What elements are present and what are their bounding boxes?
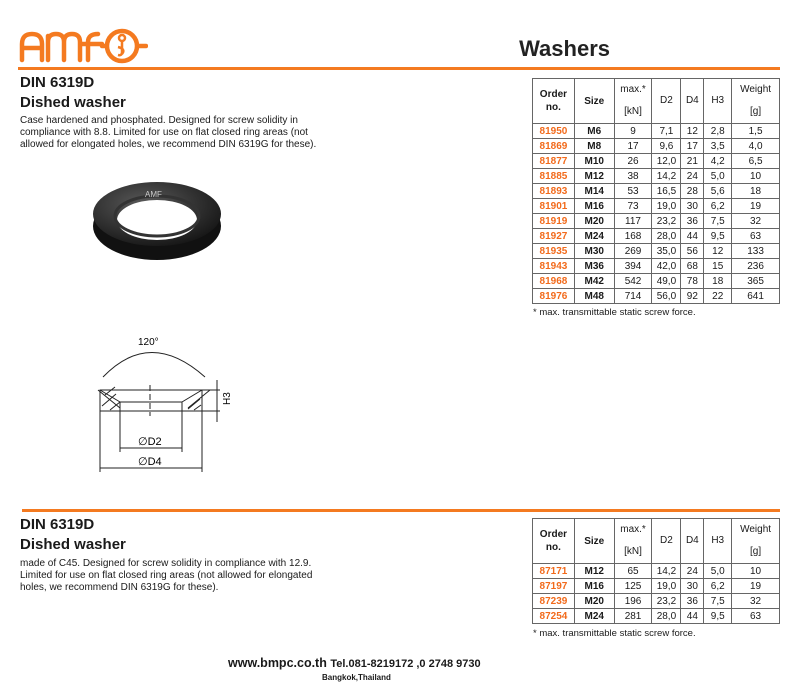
- footer-tel: Tel.081-8219172 ,0 2748 9730: [330, 658, 481, 670]
- section1-footnote: * max. transmittable static screw force.: [533, 307, 696, 318]
- table-header: [533, 519, 780, 564]
- table-row: [533, 259, 780, 274]
- col-size: Size: [574, 79, 614, 124]
- cell: 365: [732, 274, 780, 289]
- cell: 14,2: [652, 564, 681, 579]
- cell: 63: [732, 609, 780, 624]
- order-number: 81927: [533, 229, 575, 244]
- cell: 92: [681, 289, 704, 304]
- cell: M48: [574, 289, 614, 304]
- table-row: [533, 214, 780, 229]
- table-row: [533, 184, 780, 199]
- cell: 28,0: [652, 609, 681, 624]
- footer-city: Bangkok,Thailand: [322, 673, 391, 682]
- cell: 30: [681, 579, 704, 594]
- cell: 12: [681, 124, 704, 139]
- cell: 125: [614, 579, 652, 594]
- cell: 12: [704, 244, 732, 259]
- cell: 19: [732, 579, 780, 594]
- order-number: 81885: [533, 169, 575, 184]
- order-number: 87254: [533, 609, 575, 624]
- table-row: [533, 579, 780, 594]
- page-title: Washers: [519, 36, 610, 61]
- cell: 714: [614, 289, 652, 304]
- order-number: 81968: [533, 274, 575, 289]
- cell: 19,0: [652, 199, 681, 214]
- table-row: [533, 229, 780, 244]
- cell: 394: [614, 259, 652, 274]
- section1-description: Case hardened and phosphated. Designed for screw solidity in compliance with 8.8. Limited for use on flat closed ring areas (not allowed for elongated holes, we recommend DIN 6319G for these).: [20, 115, 317, 150]
- cell: 49,0: [652, 274, 681, 289]
- washer-photo: [85, 170, 230, 265]
- cell: 56: [681, 244, 704, 259]
- col-weight: Weight: [740, 524, 772, 535]
- cell: 65: [614, 564, 652, 579]
- cell: 4,2: [704, 154, 732, 169]
- cell: 9,6: [652, 139, 681, 154]
- cell: 17: [614, 139, 652, 154]
- table-row: [533, 169, 780, 184]
- cell: M16: [574, 199, 614, 214]
- table-row: [533, 244, 780, 259]
- cell: 7,5: [704, 214, 732, 229]
- cell: 1,5: [732, 124, 780, 139]
- table-row: [533, 609, 780, 624]
- cell: 2,8: [704, 124, 732, 139]
- section2-description: made of C45. Designed for screw solidity in compliance with 12.9. Limited for use on flat closed ring areas (not allowed for elongated holes, we recommend DIN 6319G for these).: [20, 558, 313, 593]
- cell: 133: [732, 244, 780, 259]
- cell: 24: [681, 564, 704, 579]
- order-number: 81893: [533, 184, 575, 199]
- cell: 63: [732, 229, 780, 244]
- cell: 9,5: [704, 609, 732, 624]
- cell: 23,2: [652, 214, 681, 229]
- order-number: 87197: [533, 579, 575, 594]
- footer-web[interactable]: www.bmpc.co.th: [228, 656, 327, 670]
- cell: 36: [681, 214, 704, 229]
- order-number: 81901: [533, 199, 575, 214]
- cell: 30: [681, 199, 704, 214]
- cell: 269: [614, 244, 652, 259]
- table-row: [533, 139, 780, 154]
- table-row: [533, 594, 780, 609]
- cell: 32: [732, 594, 780, 609]
- cell: 6,5: [732, 154, 780, 169]
- section-divider: [22, 509, 780, 512]
- cell: 641: [732, 289, 780, 304]
- cell: 56,0: [652, 289, 681, 304]
- cell: M14: [574, 184, 614, 199]
- order-number: 81869: [533, 139, 575, 154]
- cell: 9,5: [704, 229, 732, 244]
- order-number: 81950: [533, 124, 575, 139]
- cell: 68: [681, 259, 704, 274]
- cell: 26: [614, 154, 652, 169]
- cell: 18: [732, 184, 780, 199]
- cell: 542: [614, 274, 652, 289]
- cell: 23,2: [652, 594, 681, 609]
- footer-contact: [228, 656, 481, 670]
- col-d4: D4: [681, 519, 704, 564]
- cell: 53: [614, 184, 652, 199]
- section1-din: DIN 6319D: [20, 74, 95, 91]
- order-number: 81943: [533, 259, 575, 274]
- cell: 7,5: [704, 594, 732, 609]
- cell: 15: [704, 259, 732, 274]
- col-max: max.*: [620, 84, 646, 95]
- col-max-unit: [kN]: [624, 546, 642, 557]
- col-weight: Weight: [740, 84, 772, 95]
- cell: 3,5: [704, 139, 732, 154]
- col-h3: H3: [704, 79, 732, 124]
- cell: 168: [614, 229, 652, 244]
- col-max-unit: [kN]: [624, 106, 642, 117]
- cell: 9: [614, 124, 652, 139]
- cell: 17: [681, 139, 704, 154]
- cell: 5,0: [704, 169, 732, 184]
- cell: 236: [732, 259, 780, 274]
- cell: 117: [614, 214, 652, 229]
- photo-mark: AMF: [145, 190, 162, 199]
- cell: 44: [681, 609, 704, 624]
- order-number: 87171: [533, 564, 575, 579]
- washer-table-1: [532, 78, 780, 304]
- section-divider: [18, 67, 780, 70]
- cell: 5,6: [704, 184, 732, 199]
- cell: M8: [574, 139, 614, 154]
- col-size: Size: [574, 519, 614, 564]
- col-d2: D2: [652, 519, 681, 564]
- cell: 19,0: [652, 579, 681, 594]
- col-weight-unit: [g]: [750, 546, 762, 557]
- cell: M30: [574, 244, 614, 259]
- cell: M12: [574, 169, 614, 184]
- section2-din: DIN 6319D: [20, 516, 95, 533]
- washer-table-2: [532, 518, 780, 624]
- cell: 281: [614, 609, 652, 624]
- d2-label: ∅D2: [138, 436, 162, 448]
- cell: 196: [614, 594, 652, 609]
- order-number: 81919: [533, 214, 575, 229]
- table-row: [533, 154, 780, 169]
- table-row: [533, 199, 780, 214]
- cell: M12: [574, 564, 614, 579]
- amf-logo: [18, 22, 148, 64]
- cell: 32: [732, 214, 780, 229]
- cell: 28: [681, 184, 704, 199]
- cell: M10: [574, 154, 614, 169]
- section2-footnote: * max. transmittable static screw force.: [533, 628, 696, 639]
- table-row: [533, 289, 780, 304]
- d4-label: ∅D4: [138, 456, 162, 468]
- cell: 12,0: [652, 154, 681, 169]
- cell: 73: [614, 199, 652, 214]
- cell: 21: [681, 154, 704, 169]
- h3-label: H3: [222, 392, 233, 405]
- order-number: 81976: [533, 289, 575, 304]
- angle-label: 120°: [138, 337, 159, 348]
- cell: 78: [681, 274, 704, 289]
- order-number: 81877: [533, 154, 575, 169]
- section2-name: Dished washer: [20, 536, 126, 553]
- col-max: max.*: [620, 524, 646, 535]
- cell: 22: [704, 289, 732, 304]
- cell: 38: [614, 169, 652, 184]
- col-d4: D4: [681, 79, 704, 124]
- cell: M24: [574, 229, 614, 244]
- cell: 5,0: [704, 564, 732, 579]
- cell: 44: [681, 229, 704, 244]
- cell: 7,1: [652, 124, 681, 139]
- cell: M16: [574, 579, 614, 594]
- cell: 35,0: [652, 244, 681, 259]
- col-h3: H3: [704, 519, 732, 564]
- cell: 42,0: [652, 259, 681, 274]
- cell: 28,0: [652, 229, 681, 244]
- table-row: [533, 564, 780, 579]
- cell: M6: [574, 124, 614, 139]
- cell: M42: [574, 274, 614, 289]
- section1-name: Dished washer: [20, 94, 126, 111]
- cell: 10: [732, 169, 780, 184]
- col-weight-unit: [g]: [750, 106, 762, 117]
- cell: 14,2: [652, 169, 681, 184]
- washer-drawing: [80, 330, 240, 480]
- order-number: 87239: [533, 594, 575, 609]
- col-order: Order no.: [533, 79, 575, 124]
- table-row: [533, 274, 780, 289]
- order-number: 81935: [533, 244, 575, 259]
- cell: 6,2: [704, 579, 732, 594]
- col-order: Order no.: [533, 519, 575, 564]
- cell: 10: [732, 564, 780, 579]
- col-d2: D2: [652, 79, 681, 124]
- cell: M20: [574, 214, 614, 229]
- cell: 19: [732, 199, 780, 214]
- cell: 4,0: [732, 139, 780, 154]
- cell: 6,2: [704, 199, 732, 214]
- cell: M36: [574, 259, 614, 274]
- table-row: [533, 124, 780, 139]
- cell: M20: [574, 594, 614, 609]
- cell: 36: [681, 594, 704, 609]
- cell: 16,5: [652, 184, 681, 199]
- cell: 24: [681, 169, 704, 184]
- cell: M24: [574, 609, 614, 624]
- cell: 18: [704, 274, 732, 289]
- table-header: [533, 79, 780, 124]
